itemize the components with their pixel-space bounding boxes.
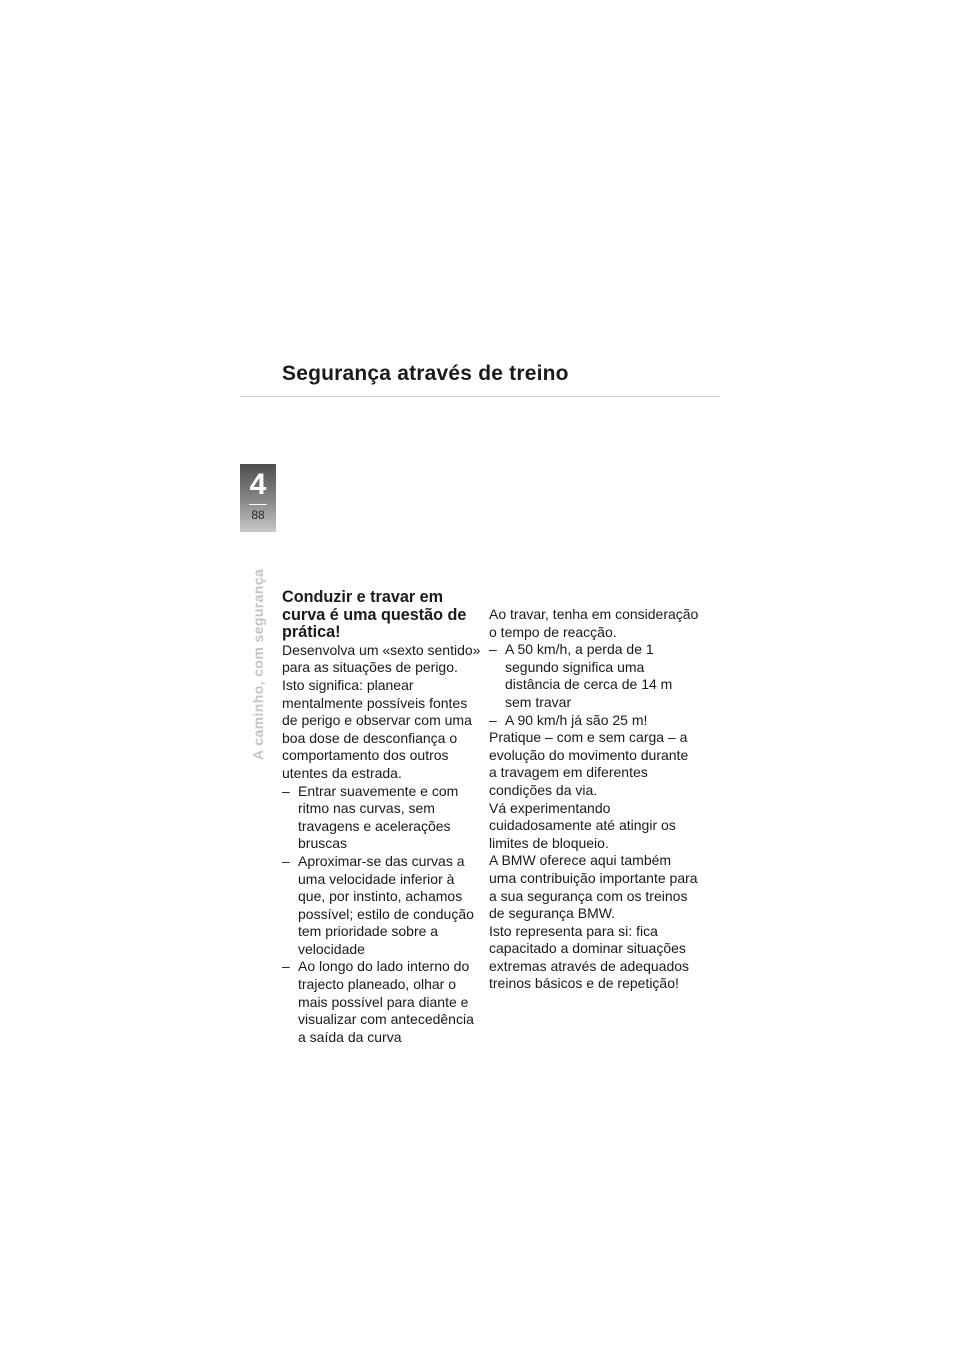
list-item: – A 50 km/h, a perda de 1 segundo significa uma distância de cerca de 14 m sem travar — [489, 641, 673, 710]
dash-marker: – — [282, 958, 290, 975]
chapter-number: 4 — [249, 468, 267, 501]
practice-paragraph: Pratique – com e sem carga – a evolução do movimento durante a travagem em diferentes condições da via. — [489, 729, 689, 798]
braking-distance-list — [489, 641, 699, 729]
right-column — [489, 606, 699, 993]
page-title: Segurança através de treino — [282, 362, 569, 385]
chapter-side-label: A caminho, com segurança — [250, 568, 266, 760]
chapter-divider — [249, 504, 267, 505]
title-divider — [240, 396, 720, 397]
dash-marker: – — [282, 852, 290, 869]
dash-marker: – — [489, 641, 497, 658]
cornering-tips-list — [282, 783, 482, 1047]
left-column — [282, 589, 482, 1046]
bmw-training-paragraph: A BMW oferece aqui também uma contribuição importante para a sua segurança com os treinos de segurança BMW. — [489, 852, 698, 922]
limits-paragraph: Vá experimentando cuidadosamente até atingir os limites de bloqueio. — [489, 799, 676, 851]
list-item: – A 90 km/h já são 25 m! — [489, 711, 648, 728]
dash-marker: – — [489, 711, 497, 728]
list-item: – Ao longo do lado interno do trajecto planeado, olhar o mais possível para diante e visualizar com antecedência a saída da curva — [282, 958, 474, 1045]
dash-marker: – — [282, 782, 290, 799]
benefit-paragraph: Isto representa para si: fica capacitado a dominar situações extremas através de adequados treinos básicos e de repetição! — [489, 922, 690, 992]
page-number: 88 — [251, 508, 265, 522]
chapter-tab — [240, 464, 276, 532]
section-heading: Conduzir e travar em curva é uma questão de prática! — [282, 588, 467, 642]
braking-intro: Ao travar, tenha em consideração o tempo de reacção. — [489, 606, 699, 640]
list-item: – Aproximar-se das curvas a uma velocidade inferior à que, por instinto, achamos possível; estilo de condução tem prioridade sobre a velocidade — [282, 852, 474, 957]
intro-paragraph: Desenvolva um «sexto sentido» para as situações de perigo. Isto significa: planear mentalmente possíveis fontes de perigo e observar com uma boa dose de desconfiança o comportamento dos outros utentes da estrada. — [282, 641, 481, 781]
list-item: – Entrar suavemente e com ritmo nas curvas, sem travagens e acelerações bruscas — [282, 782, 459, 852]
